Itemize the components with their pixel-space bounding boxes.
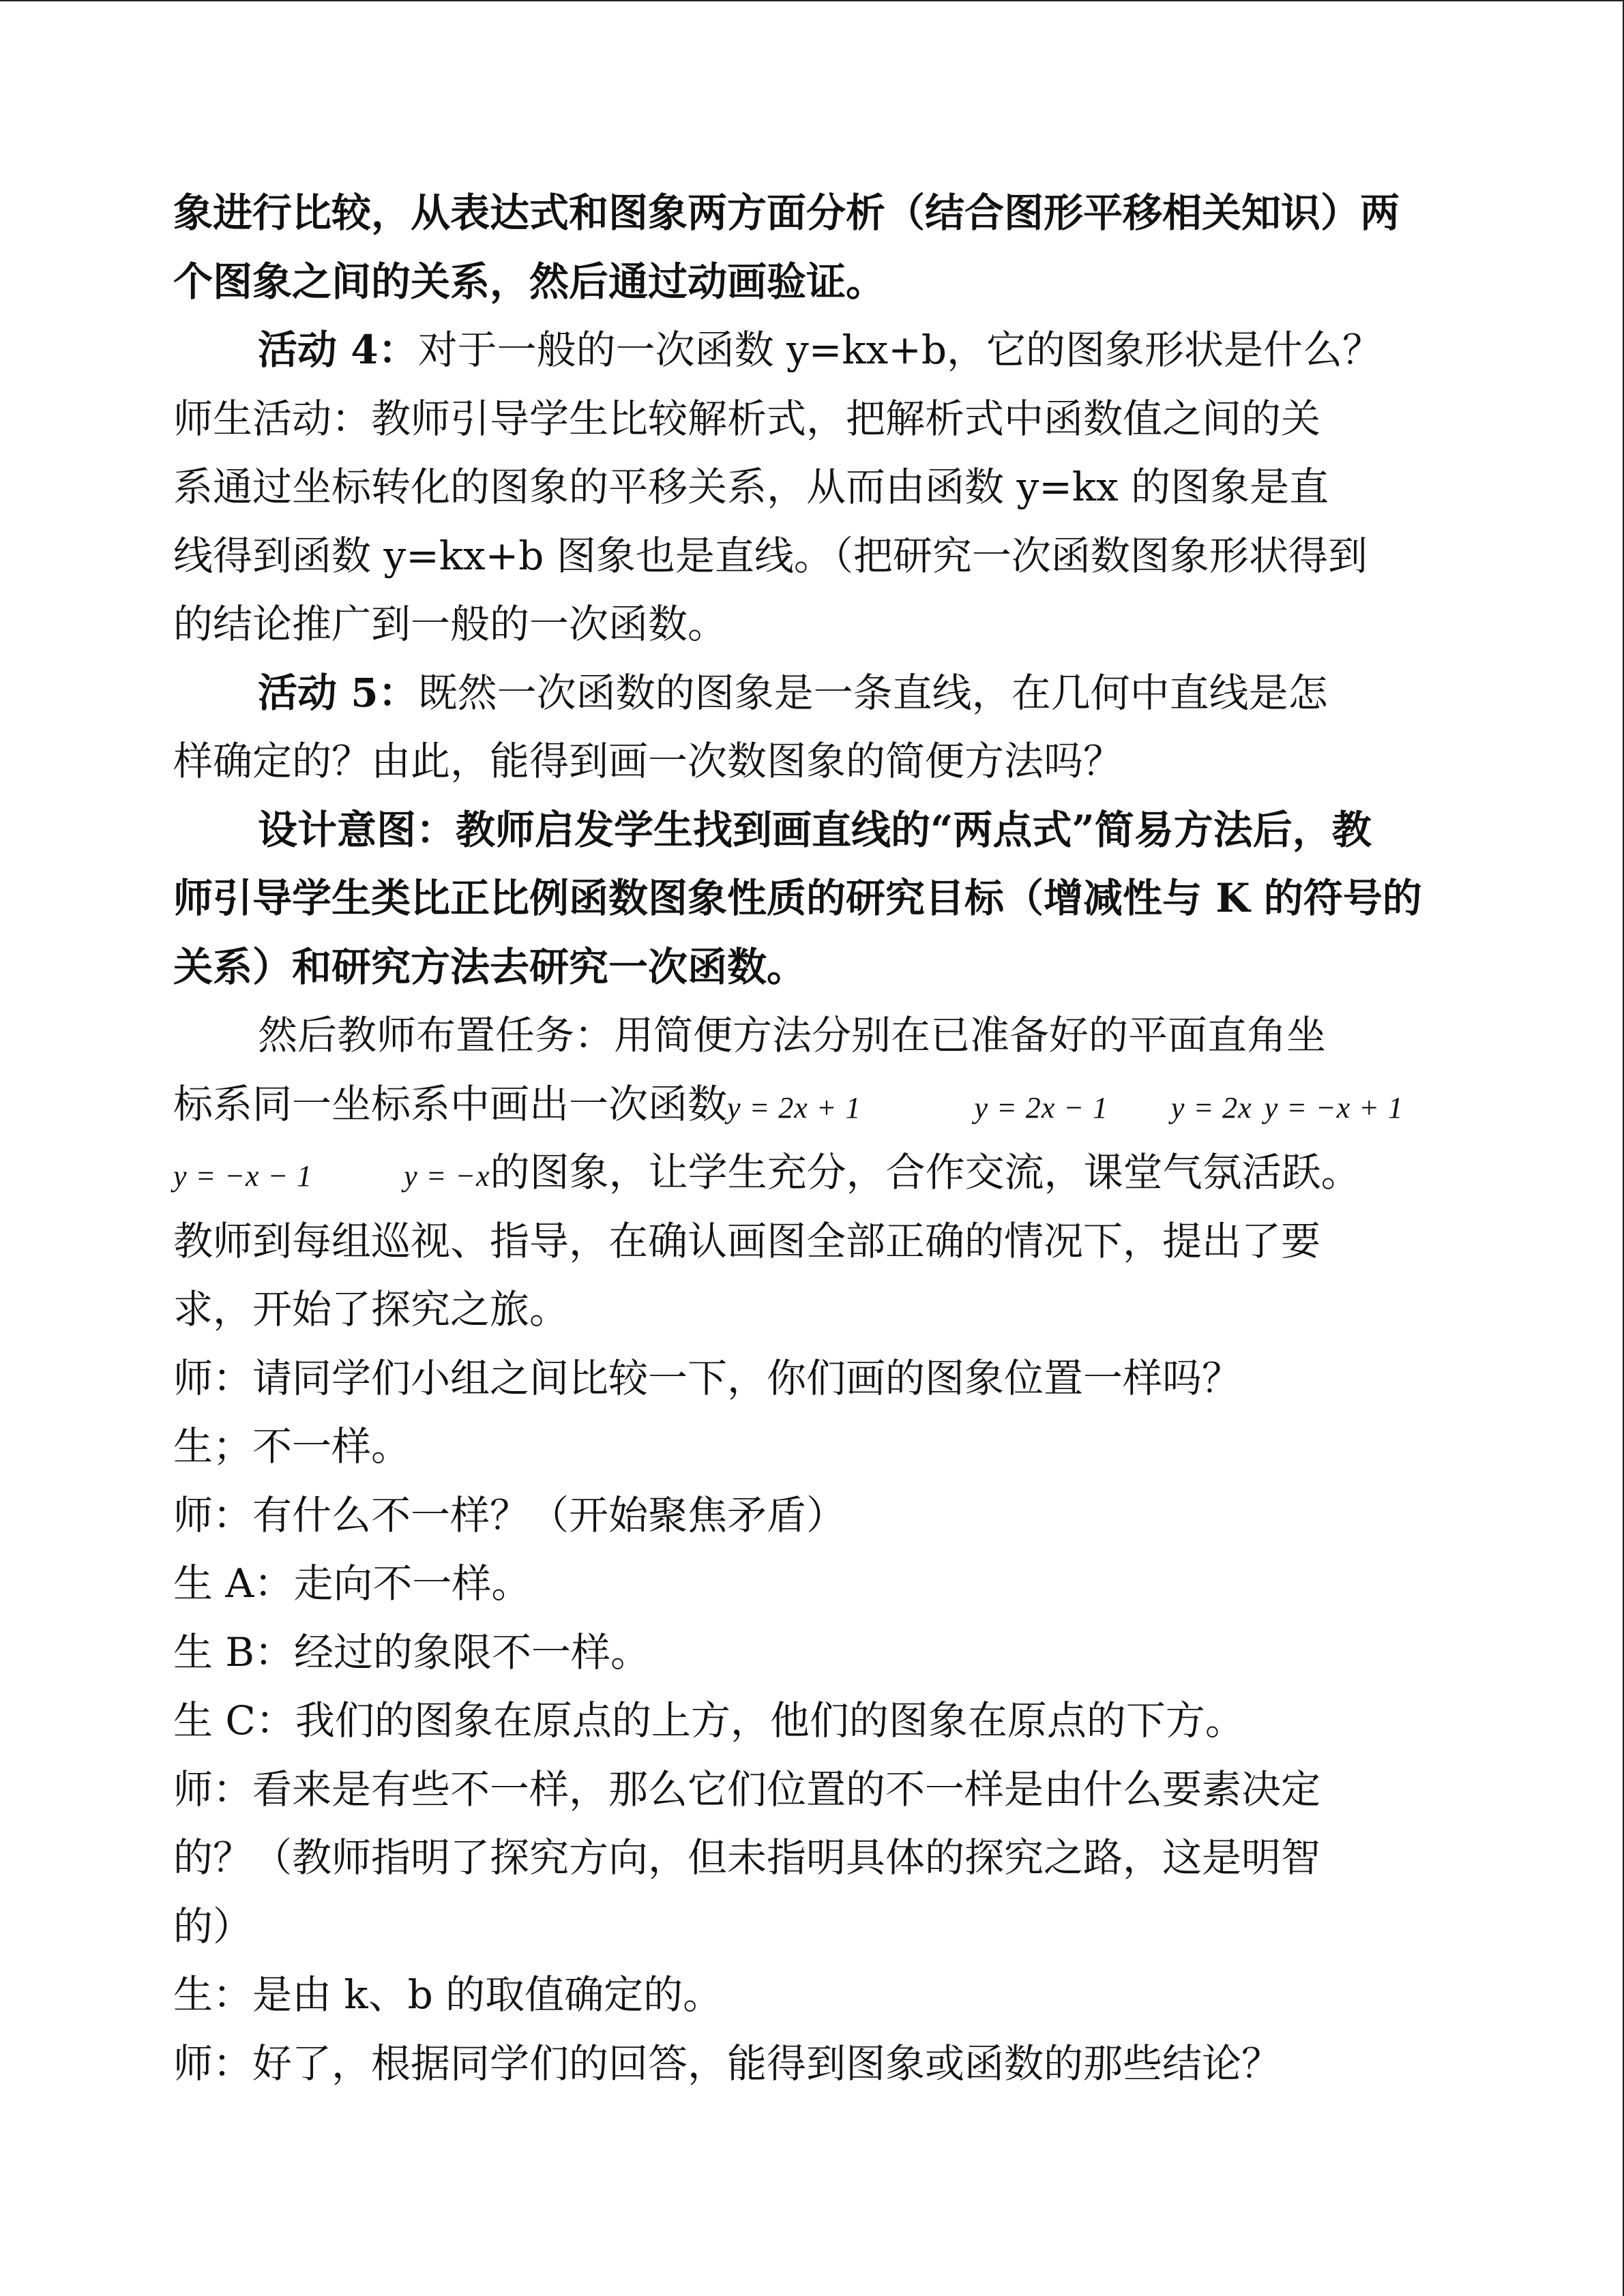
activity-4-paragraph (173, 316, 1443, 385)
equation: y = 2x + 1 (727, 1090, 861, 1124)
equation-group (173, 1159, 490, 1193)
text-line: 个图象之间的关系，然后通过动画验证。 (173, 258, 886, 305)
dialogue-line: 师：有什么不一样？（开始聚焦矛盾） (173, 1491, 846, 1538)
equation-line-2 (173, 1138, 1443, 1207)
activity-5-text: 既然一次函数的图象是一条直线，在几何中直线是怎 (417, 669, 1328, 716)
dialogue-line: 的？（教师指明了探究方向，但未指明具体的探究之路，这是明智 (173, 1834, 1321, 1881)
text-line: 的结论推广到一般的一次函数。 (173, 601, 728, 647)
text-line: 教师到每组巡视、指导，在确认画图全部正确的情况下，提出了要 (173, 1217, 1321, 1264)
text-segment: 标系同一坐标系中画出一次函数 (173, 1080, 728, 1127)
dialogue-line: 的） (173, 1903, 253, 1950)
dialogue-line: 生：是由 k、b 的取值确定的。 (173, 1971, 723, 2018)
text-line: 样确定的？由此，能得到画一次数图象的简便方法吗？ (173, 738, 1123, 784)
text-line: 师引导学生类比正比例函数图象性质的研究目标（增减性与 K 的符号的 (173, 875, 1422, 921)
activity-5-label: 活动 5： (258, 669, 418, 716)
activity-4-text: 对于一般的一次函数 y=kx+b，它的图象形状是什么？ (417, 327, 1382, 373)
activity-5-paragraph (173, 659, 1443, 728)
text-line: 求，开始了探究之旅。 (173, 1286, 570, 1332)
equation: y = 2x (1170, 1090, 1252, 1124)
text-line: 师生活动：教师引导学生比较解析式，把解析式中函数值之间的关 (173, 395, 1321, 442)
document-body (173, 179, 1443, 2098)
text-line: 系通过坐标转化的图象的平移关系，从而由函数 y=kx 的图象是直 (173, 464, 1329, 510)
dialogue-line: 生；不一样。 (173, 1423, 411, 1470)
equation: y = −x − 1 (173, 1159, 313, 1193)
equation: y = 2x − 1 (974, 1090, 1108, 1124)
equation-group (727, 1091, 1404, 1124)
design-intent-line: 设计意图：教师启发学生找到画直线的“两点式”简易方法后，教 (258, 806, 1372, 853)
dialogue-line: 师：请同学们小组之间比较一下，你们画的图象位置一样吗？ (173, 1354, 1242, 1401)
text-segment: 的图象，让学生充分，合作交流，课堂气氛活跃。 (490, 1149, 1361, 1195)
dialogue-line: 师：好了，根据同学们的回答，能得到图象或函数的那些结论？ (173, 2040, 1282, 2087)
equation: y = −x + 1 (1264, 1090, 1404, 1124)
text-line: 象进行比较，从表达式和图象两方面分析（结合图形平移相关知识）两 (173, 190, 1400, 236)
text-line: 线得到函数 y=kx+b 图象也是直线。（把研究一次函数图象形状得到 (173, 532, 1368, 579)
text-line: 然后教师布置任务：用简便方法分别在已准备好的平面直角坐 (258, 1012, 1327, 1058)
activity-4-label: 活动 4： (258, 327, 418, 373)
equation-line-1 (173, 1070, 1443, 1139)
dialogue-line: 师：看来是有些不一样，那么它们位置的不一样是由什么要素决定 (173, 1765, 1321, 1813)
text-line: 关系）和研究方法去研究一次函数。 (173, 943, 807, 990)
dialogue-line: 生 C：我们的图象在原点的上方，他们的图象在原点的下方。 (173, 1697, 1245, 1744)
equation: y = −x (404, 1159, 490, 1193)
dialogue-line: 生 A：走向不一样。 (173, 1560, 531, 1607)
dialogue-line: 生 B：经过的象限不一样。 (173, 1628, 651, 1675)
